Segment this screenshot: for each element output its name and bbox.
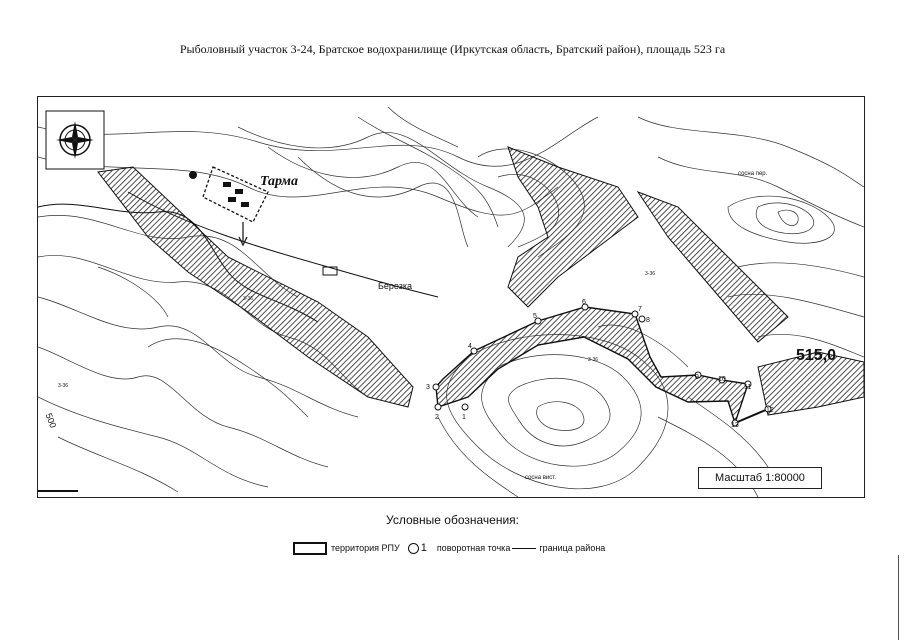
svg-text:2: 2 (435, 414, 439, 421)
boundary-line-icon (512, 548, 536, 549)
legend-boundary-label: граница района (539, 543, 606, 553)
page-title: Рыболовный участок 3-24, Братское водохранилище (Иркутская область, Братский район), площадь 523 га (179, 42, 726, 56)
contour-label: 500 (43, 411, 59, 430)
small-label: 3-36 (243, 296, 254, 302)
small-label: 3-36 (58, 383, 69, 389)
legend-territory-label: территория РПУ (331, 543, 400, 553)
summit-label: сосна пер. (738, 171, 768, 177)
legend-point-number: 1 (420, 542, 427, 554)
svg-text:4: 4 (468, 343, 472, 350)
turning-point-11 (744, 381, 751, 391)
turning-point-6 (582, 299, 588, 310)
turning-point-1 (462, 404, 468, 421)
svg-text:11: 11 (744, 384, 752, 391)
svg-text:3: 3 (426, 384, 430, 391)
fishing-site-polygon (436, 307, 768, 423)
turning-point-4 (468, 343, 477, 354)
turning-point-12 (765, 406, 774, 414)
hatched-area-east (508, 147, 864, 415)
turning-point-13 (731, 420, 739, 429)
hatched-area-west (98, 167, 413, 407)
place-label-tarma: Тарма (260, 174, 298, 189)
territory-swatch (293, 542, 327, 555)
svg-text:7: 7 (638, 306, 642, 313)
svg-text:12: 12 (766, 407, 774, 414)
legend-title: Условные обозначения: (386, 513, 519, 527)
map-frame (37, 96, 865, 498)
turning-point-8 (639, 316, 650, 324)
svg-text:6: 6 (582, 299, 586, 306)
small-label: 3-36 (588, 357, 599, 363)
svg-text:10: 10 (718, 376, 726, 383)
turning-point-2 (435, 404, 441, 421)
svg-text:8: 8 (646, 317, 650, 324)
svg-text:1: 1 (462, 414, 466, 421)
svg-text:9: 9 (695, 374, 699, 381)
compass-rose-icon (46, 111, 104, 169)
turning-point-3 (426, 384, 439, 391)
small-label: 3-36 (645, 271, 656, 277)
legend-point-label: поворотная точка (436, 543, 511, 553)
legend (293, 538, 605, 558)
turning-point-7 (632, 306, 642, 317)
turning-point-10 (718, 376, 726, 383)
elevation-label: 515,0 (796, 347, 837, 364)
turning-point-icon (408, 543, 419, 554)
svg-text:5: 5 (533, 313, 537, 320)
scale-label: Масштаб 1:80000 (698, 467, 822, 489)
place-label-berezka: Березка (378, 281, 412, 291)
page-edge-line (898, 555, 899, 640)
summit-label: сосна вист. (525, 475, 557, 481)
svg-text:13: 13 (731, 422, 739, 429)
